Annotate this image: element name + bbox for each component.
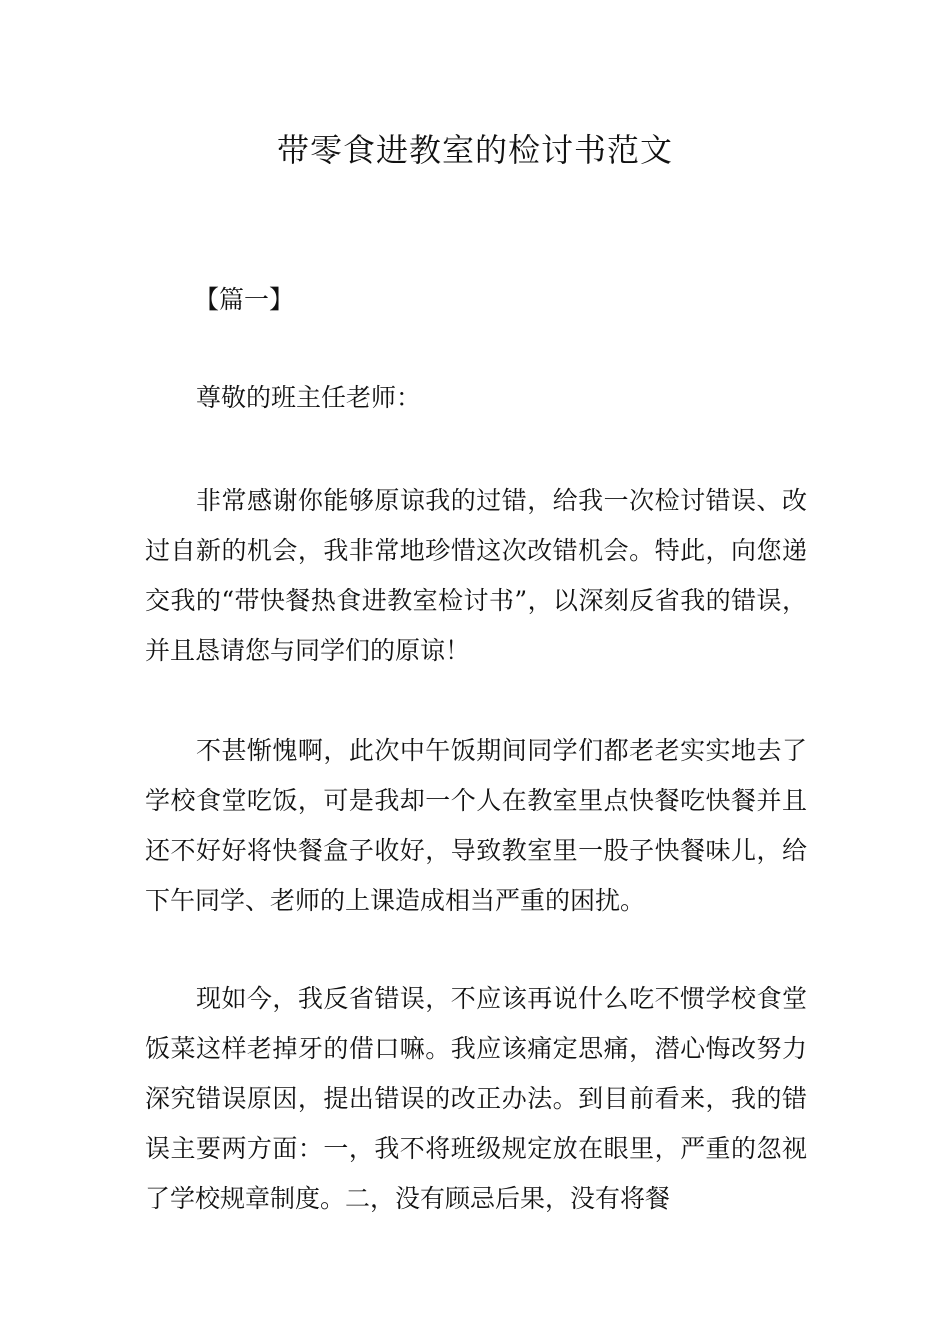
salutation: 尊敬的班主任老师： [196, 383, 422, 412]
document-title: 带零食进教室的检讨书范文 [276, 131, 673, 169]
body-paragraph: 不甚惭愧啊，此次中午饭期间同学们都老老实实地去了学校食堂吃饭，可是我却一个人在教室里点快餐吃快餐并且还不好好将快餐盒子收好，导致教室里一股子快餐味儿，给下午同学、老师的上课造成相当严重的困扰。 [145, 736, 807, 915]
body-paragraph: 非常感谢你能够原谅我的过错，给我一次检讨错误、改过自新的机会，我非常地珍惜这次改错机会。特此，向您递交我的“带快餐热食进教室检讨书”，以深刻反省我的错误，并且恳请您与同学们的原谅！ [145, 486, 807, 665]
section-label: 【篇一】 [194, 285, 295, 314]
body-paragraph: 现如今，我反省错误，不应该再说什么吃不惯学校食堂饭菜这样老掉牙的借口嘛。我应该痛定思痛，潜心悔改努力深究错误原因，提出错误的改正办法。到目前看来，我的错误主要两方面：一，我不将班级规定放在眼里，严重的忽视了学校规章制度。二，没有顾忌后果，没有将餐 [145, 984, 807, 1213]
